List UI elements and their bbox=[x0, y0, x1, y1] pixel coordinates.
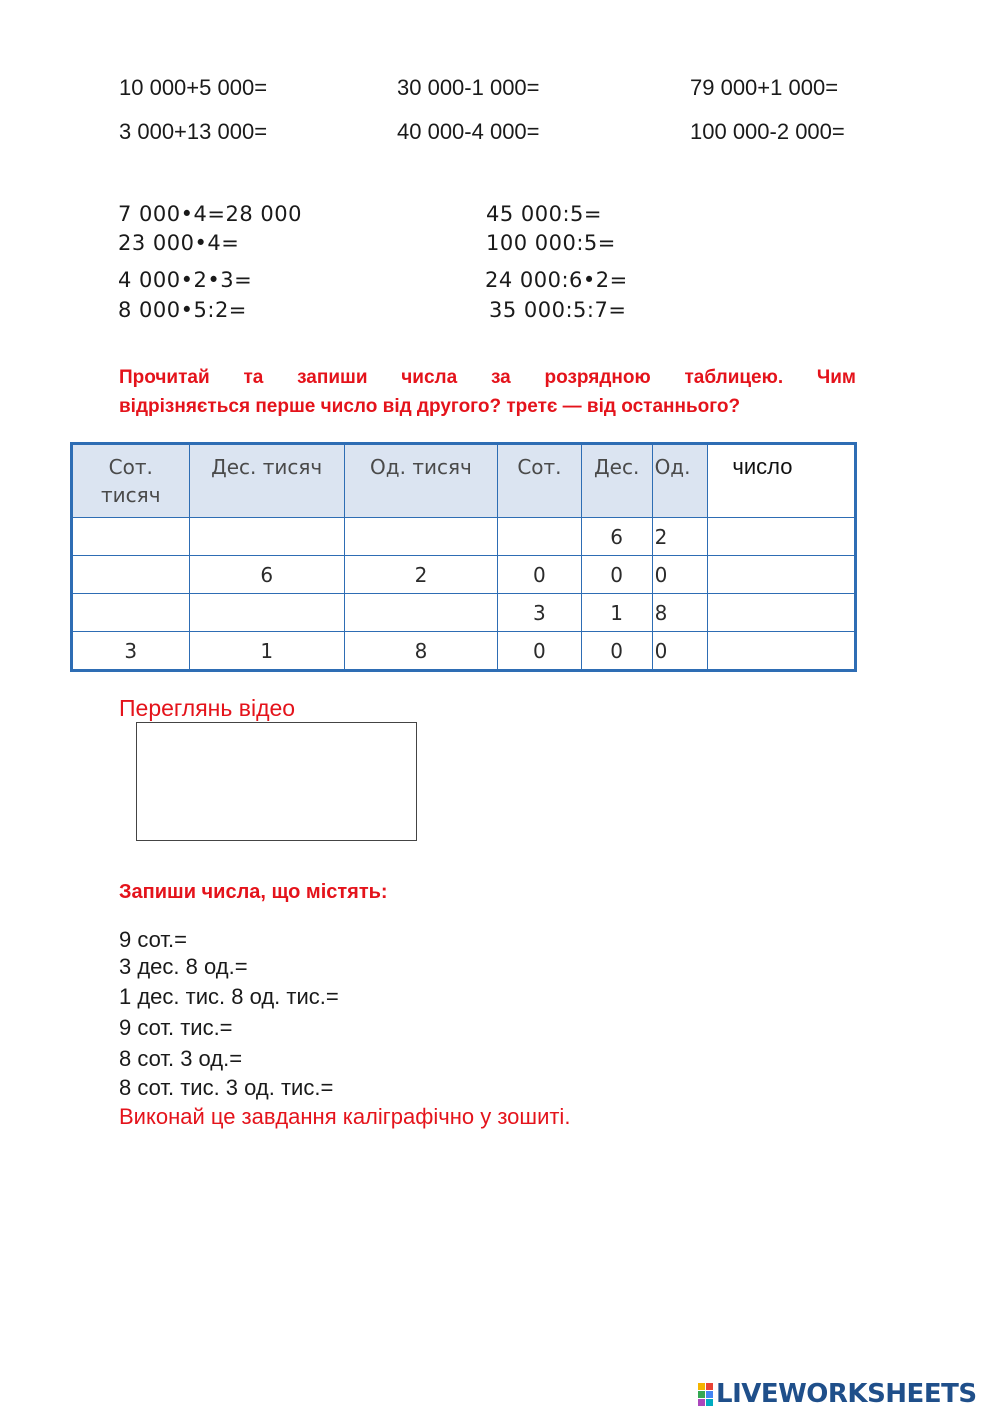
logo-block bbox=[706, 1391, 713, 1398]
table-cell: 1 bbox=[189, 632, 344, 671]
mult-left-3: 4 000•2•3= bbox=[118, 268, 253, 292]
write-item-2: 3 дес. 8 од.= bbox=[119, 954, 248, 979]
table-cell: 3 bbox=[498, 594, 582, 632]
instruction-word: числа bbox=[401, 367, 458, 388]
logo-block bbox=[698, 1391, 705, 1398]
number-answer-cell[interactable] bbox=[708, 632, 856, 671]
logo-block bbox=[706, 1383, 713, 1390]
logo-text: LIVEWORKSHEETS bbox=[716, 1379, 977, 1409]
write-item-3: 1 дес. тис. 8 од. тис.= bbox=[119, 984, 339, 1009]
video-player[interactable] bbox=[136, 722, 417, 841]
write-item-4: 9 сот. тис.= bbox=[119, 1015, 233, 1040]
instruction-word: за bbox=[490, 367, 511, 388]
table-cell bbox=[344, 518, 497, 556]
instruction-word: запиши bbox=[297, 367, 368, 388]
mult-left-1: 7 000•4=28 000 bbox=[118, 202, 302, 226]
table-row bbox=[72, 518, 856, 556]
table-cell: 1 bbox=[581, 594, 652, 632]
table-cell: 8 bbox=[344, 632, 497, 671]
write-item-6: 8 сот. тис. 3 од. тис.= bbox=[119, 1075, 334, 1100]
table-cell bbox=[72, 518, 190, 556]
table-cell: 6 bbox=[189, 556, 344, 594]
table-cell: 2 bbox=[652, 518, 708, 556]
instruction-word: розрядною bbox=[544, 367, 651, 388]
table-cell bbox=[72, 594, 190, 632]
header-units: Од. bbox=[652, 444, 708, 518]
table-row bbox=[72, 556, 856, 594]
equation-2-3: 100 000-2 000= bbox=[690, 119, 845, 144]
logo-block bbox=[698, 1399, 705, 1406]
header-hundred-thousands bbox=[72, 444, 190, 518]
logo-block bbox=[706, 1399, 713, 1406]
header-hundred-thousands-l2: тисяч bbox=[101, 483, 161, 507]
place-value-table bbox=[70, 442, 857, 672]
table-cell: 0 bbox=[498, 556, 582, 594]
mult-right-3: 24 000:6•2= bbox=[485, 268, 628, 292]
table-cell bbox=[498, 518, 582, 556]
table-cell: 3 bbox=[72, 632, 190, 671]
table-cell: 0 bbox=[498, 632, 582, 671]
table-header-row bbox=[72, 444, 856, 518]
instruction-word: Чим bbox=[816, 367, 856, 388]
table-cell: 8 bbox=[652, 594, 708, 632]
mult-right-2: 100 000:5= bbox=[486, 231, 616, 255]
equation-1-2: 30 000-1 000= bbox=[397, 75, 540, 100]
table-cell bbox=[189, 518, 344, 556]
table-cell: 6 bbox=[581, 518, 652, 556]
liveworksheets-logo bbox=[698, 1380, 977, 1408]
table-row bbox=[72, 594, 856, 632]
write-heading: Запиши числа, що містять: bbox=[119, 881, 388, 903]
instruction-line-2: відрізняється перше число від другого? третє — від останнього? bbox=[119, 396, 741, 417]
closing-note: Виконай це завдання каліграфічно у зошиті. bbox=[119, 1104, 571, 1129]
logo-blocks-icon bbox=[698, 1383, 713, 1406]
instruction-word: Прочитай bbox=[119, 367, 210, 388]
table-row bbox=[72, 632, 856, 671]
equation-2-1: 3 000+13 000= bbox=[119, 119, 268, 144]
number-answer-cell[interactable] bbox=[708, 518, 856, 556]
header-ten-thousands: Дес. тисяч bbox=[189, 444, 344, 518]
equation-1-3: 79 000+1 000= bbox=[690, 75, 839, 100]
header-tens: Дес. bbox=[581, 444, 652, 518]
table-cell bbox=[344, 594, 497, 632]
equation-2-2: 40 000-4 000= bbox=[397, 119, 540, 144]
instruction-word: та bbox=[243, 367, 264, 388]
header-hundred-thousands-l1: Сот. bbox=[108, 455, 153, 479]
equation-1-1: 10 000+5 000= bbox=[119, 75, 268, 100]
table-cell bbox=[189, 594, 344, 632]
table-cell: 0 bbox=[652, 632, 708, 671]
header-hundreds: Сот. bbox=[498, 444, 582, 518]
video-label: Переглянь відео bbox=[119, 695, 296, 721]
write-item-1: 9 сот.= bbox=[119, 927, 187, 952]
mult-left-2: 23 000•4= bbox=[118, 231, 240, 255]
instruction-line-1 bbox=[119, 363, 856, 392]
logo-block bbox=[698, 1383, 705, 1390]
instruction-word: таблицею. bbox=[684, 367, 784, 388]
write-item-5: 8 сот. 3 од.= bbox=[119, 1046, 243, 1071]
mult-left-4: 8 000•5:2= bbox=[118, 298, 247, 322]
number-answer-cell[interactable] bbox=[708, 594, 856, 632]
table-cell bbox=[72, 556, 190, 594]
mult-right-4: 35 000:5:7= bbox=[489, 298, 627, 322]
table-cell: 0 bbox=[581, 632, 652, 671]
header-thousands: Од. тисяч bbox=[344, 444, 497, 518]
table-cell: 0 bbox=[652, 556, 708, 594]
table-cell: 0 bbox=[581, 556, 652, 594]
table-cell: 2 bbox=[344, 556, 497, 594]
mult-right-1: 45 000:5= bbox=[486, 202, 603, 226]
number-answer-cell[interactable] bbox=[708, 556, 856, 594]
header-number: число bbox=[708, 444, 856, 518]
